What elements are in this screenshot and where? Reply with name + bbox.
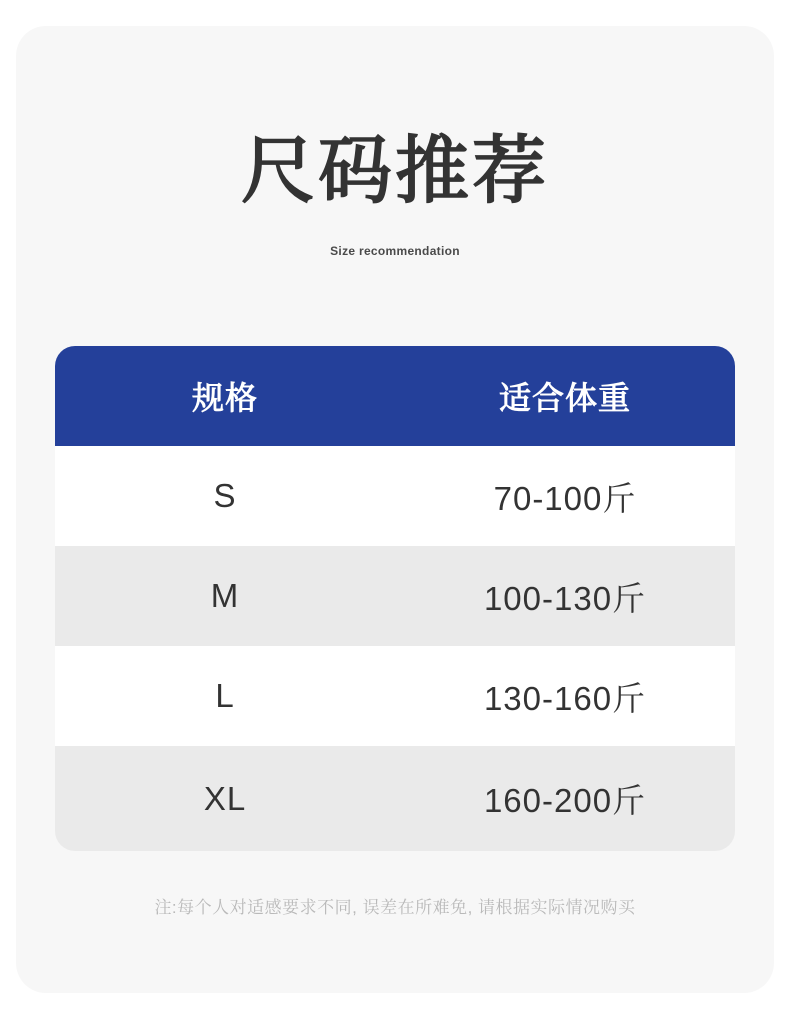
- header-cell-weight: 适合体重: [498, 380, 631, 416]
- table-row: [55, 546, 735, 646]
- size-cell: L: [215, 677, 235, 714]
- size-cell: M: [210, 577, 240, 614]
- weight-cell: 70-100斤: [493, 479, 637, 517]
- page-subtitle: Size recommendation: [330, 244, 460, 258]
- size-table: [55, 346, 735, 851]
- size-recommendation-card: [16, 26, 774, 993]
- weight-cell: 160-200斤: [483, 782, 647, 819]
- table-header-row: [55, 346, 735, 446]
- table-row: [55, 446, 735, 546]
- header-cell-spec: 规格: [191, 380, 258, 416]
- size-cell: XL: [203, 779, 247, 817]
- note-text: 注:每个人对适感要求不同, 误差在所难免, 请根据实际情况购买: [154, 898, 636, 917]
- table-row: [55, 646, 735, 746]
- table-row: [55, 746, 735, 851]
- weight-cell: 130-160斤: [483, 679, 647, 717]
- page-title: 尺码推荐: [241, 129, 549, 212]
- size-cell: S: [213, 477, 237, 514]
- weight-cell: 100-130斤: [483, 579, 647, 617]
